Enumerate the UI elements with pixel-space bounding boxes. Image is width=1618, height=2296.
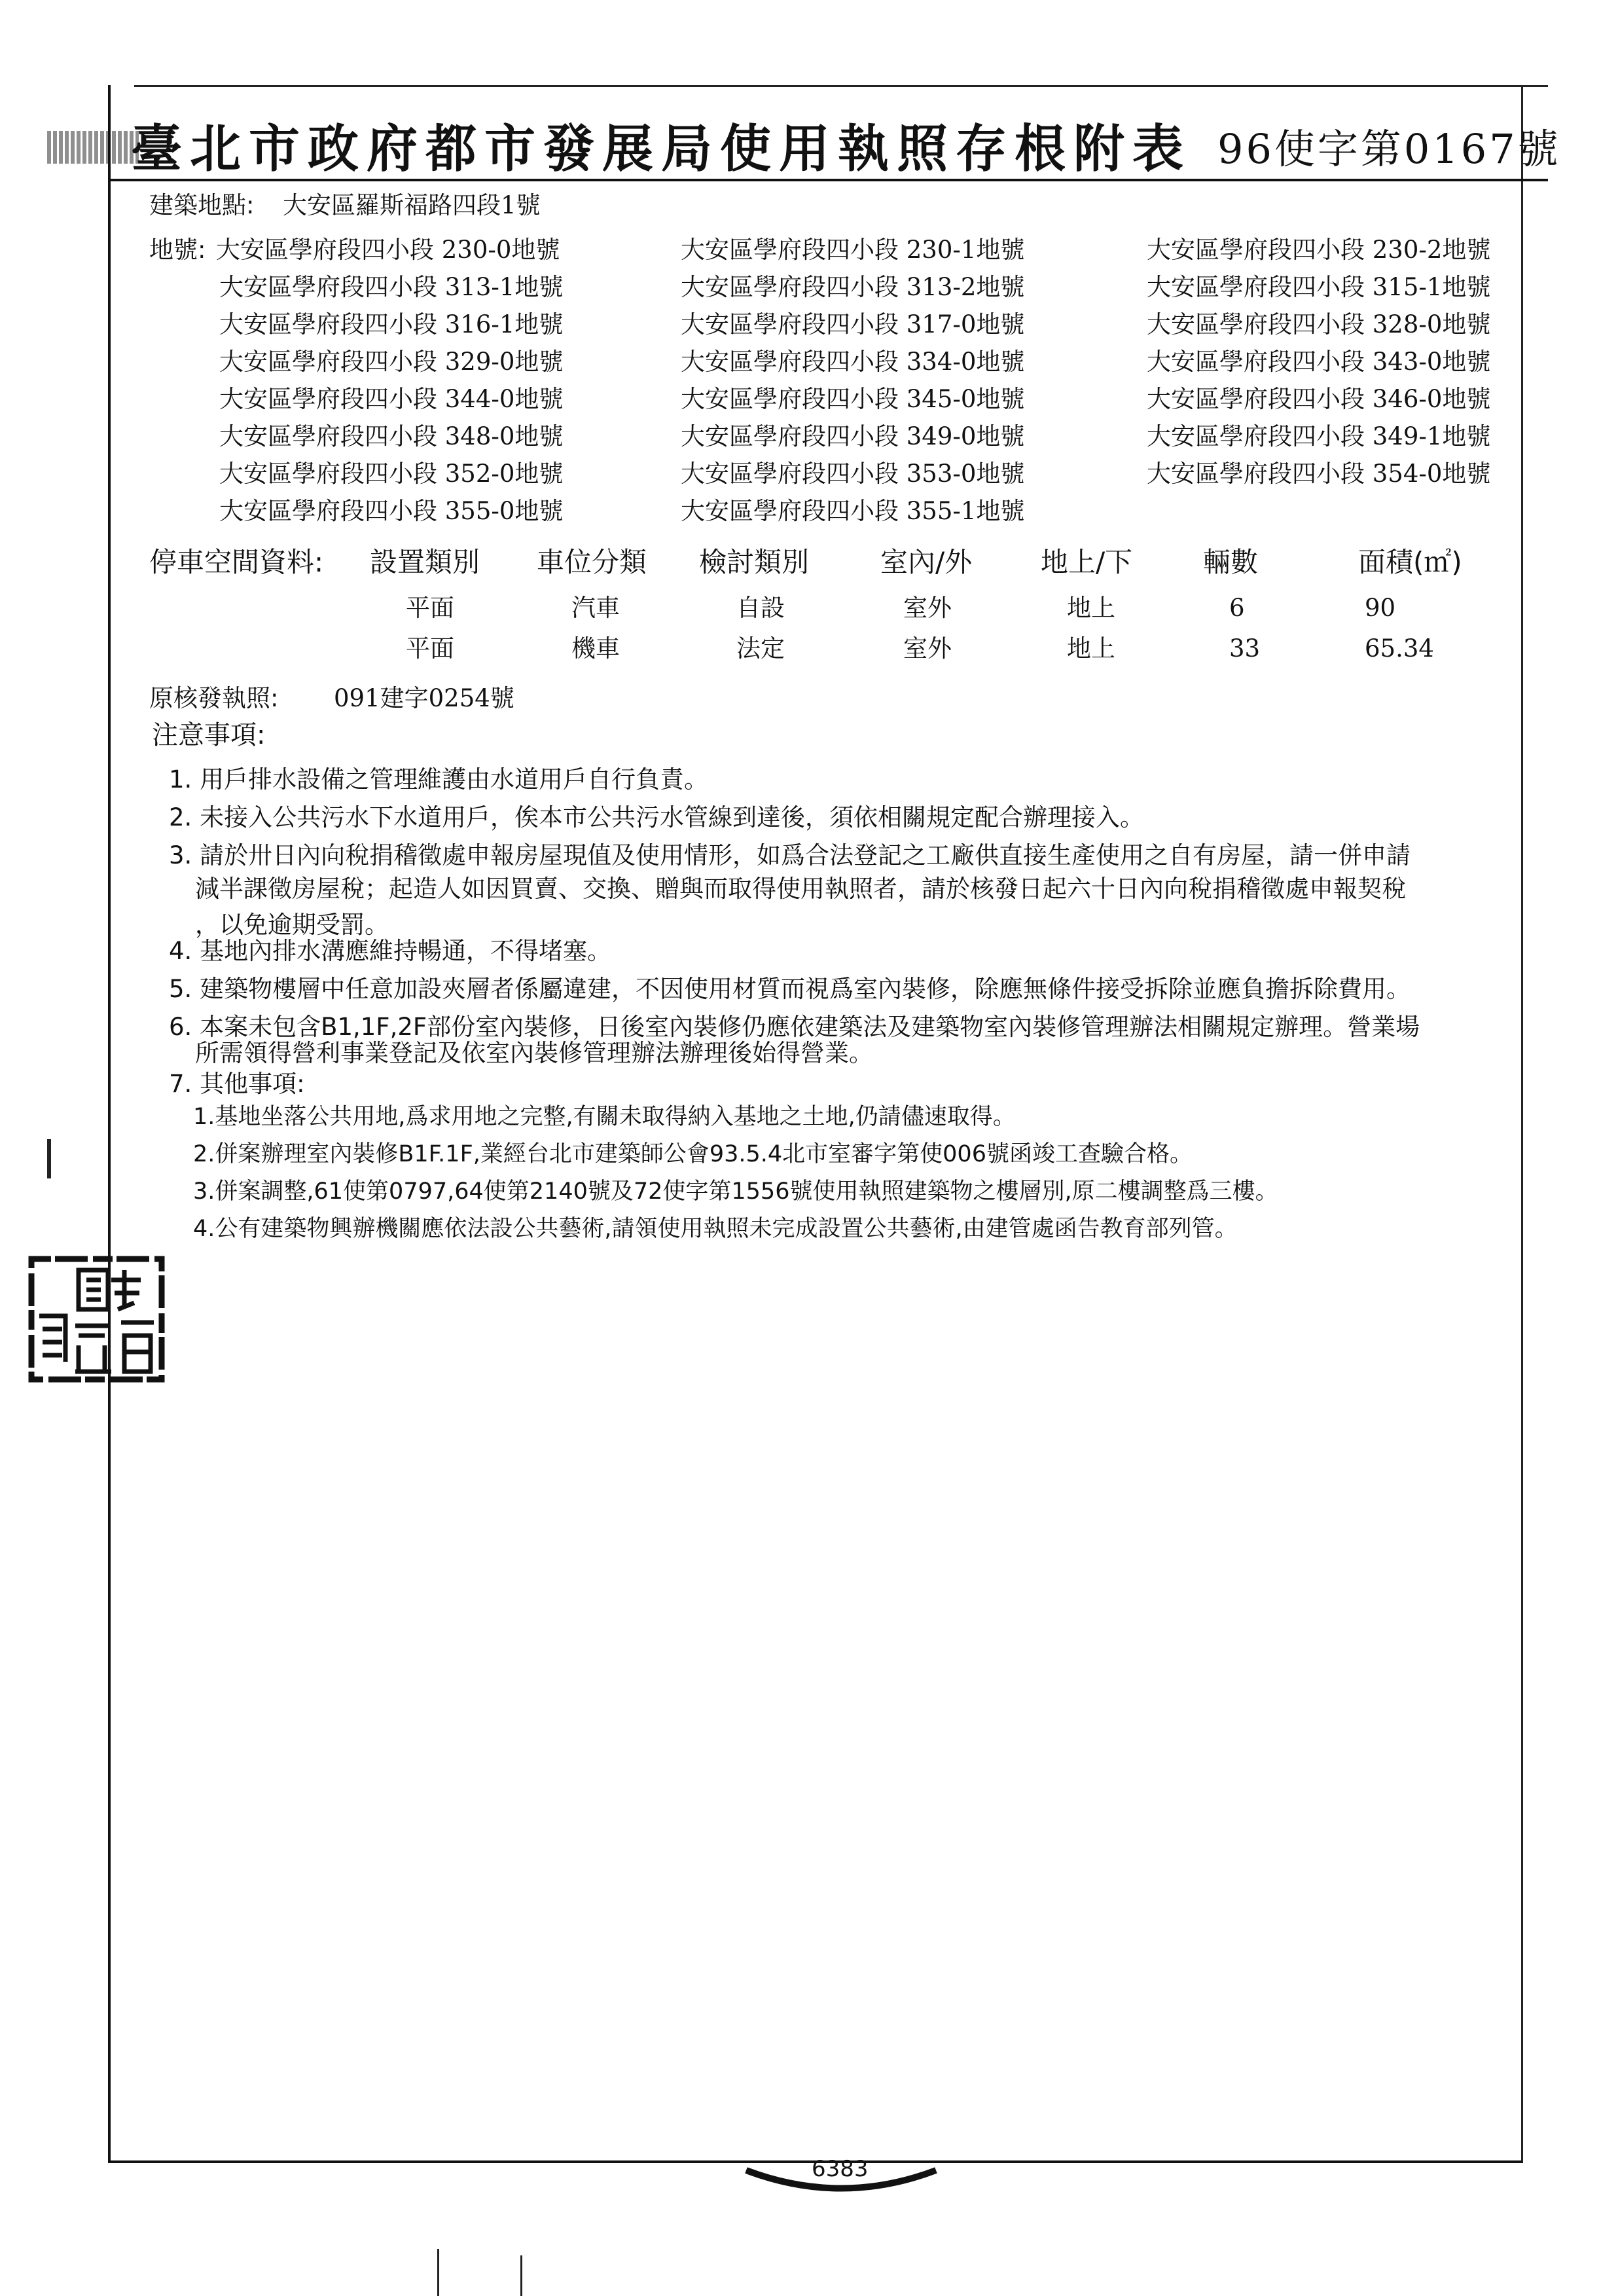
parking-column-header: 輛數 bbox=[1203, 546, 1259, 578]
scan-mark bbox=[47, 1139, 51, 1178]
lot-number: 大安區學府段四小段 329-0地號 bbox=[219, 348, 564, 376]
lot-number: 大安區學府段四小段 355-0地號 bbox=[219, 497, 564, 525]
lot-number: 大安區學府段四小段 352-0地號 bbox=[219, 460, 564, 488]
original-permit-label: 原核發執照: bbox=[149, 684, 279, 712]
parking-column-header: 設置類別 bbox=[370, 546, 480, 578]
parking-column-header: 車位分類 bbox=[537, 546, 647, 578]
parking-label: 停車空間資料: bbox=[149, 546, 324, 578]
official-seal bbox=[26, 1254, 167, 1385]
parking-cell: 自設 bbox=[736, 594, 785, 622]
parking-cell: 機車 bbox=[571, 634, 620, 663]
lot-number: 大安區學府段四小段 345-0地號 bbox=[681, 385, 1025, 413]
note-line: 5. 建築物樓層中任意加設夾層者係屬違建，不因使用材質而視爲室內裝修，除應無條件接受拆除並應負擔拆除費用。 bbox=[169, 975, 1411, 1003]
parking-column-header: 檢討類別 bbox=[699, 546, 810, 578]
note-line: 2. 未接入公共污水下水道用戶，俟本市公共污水管線到達後，須依相關規定配合辦理接入。 bbox=[169, 803, 1145, 831]
note-line: 4. 基地內排水溝應維持暢通，不得堵塞。 bbox=[169, 937, 612, 965]
parking-cell: 法定 bbox=[736, 634, 785, 663]
lot-number: 大安區學府段四小段 313-2地號 bbox=[681, 273, 1025, 301]
parking-cell: 6 bbox=[1229, 594, 1245, 622]
notes-label: 注意事項: bbox=[152, 720, 266, 750]
other-item: 3.併案調整,61使第0797,64使第2140號及72使字第1556號使用執照建築物之樓層別,原二樓調整爲三樓。 bbox=[193, 1178, 1278, 1205]
scan-mark bbox=[520, 2255, 522, 2296]
parking-cell: 65.34 bbox=[1365, 634, 1434, 663]
parking-cell: 室外 bbox=[903, 634, 952, 663]
parking-cell: 33 bbox=[1229, 634, 1261, 663]
lot-number: 大安區學府段四小段 328-0地號 bbox=[1147, 310, 1491, 338]
parking-column-header: 室內/外 bbox=[880, 546, 973, 578]
note-line: 6. 本案未包含B1,1F,2F部份室內裝修，日後室內裝修仍應依建築法及建築物室內裝修管理辦法相關規定辦理。營業場 bbox=[169, 1013, 1420, 1041]
lot-number: 大安區學府段四小段 349-1地號 bbox=[1147, 422, 1491, 450]
lot-number: 大安區學府段四小段 349-0地號 bbox=[681, 422, 1025, 450]
other-item: 2.併案辦理室內裝修B1F.1F,業經台北市建築師公會93.5.4北市室審字第使006號函竣工查驗合格。 bbox=[193, 1141, 1193, 1167]
note-line: 減半課徵房屋稅；起造人如因買賣、交換、贈與而取得使用執照者，請於核發日起六十日內向稅捐稽徵處申報契稅 bbox=[195, 875, 1406, 903]
lot-number: 大安區學府段四小段 355-1地號 bbox=[681, 497, 1025, 525]
bottom-stamp bbox=[740, 2154, 943, 2206]
parking-cell: 室外 bbox=[903, 594, 952, 622]
other-item: 4.公有建築物興辦機關應依法設公共藝術,請領使用執照未完成設置公共藝術,由建管處函告教育部列管。 bbox=[193, 1216, 1238, 1242]
lot-number: 大安區學府段四小段 317-0地號 bbox=[681, 310, 1025, 338]
other-item: 1.基地坐落公共用地,爲求用地之完整,有關未取得納入基地之土地,仍請儘速取得。 bbox=[193, 1104, 1016, 1130]
site-address: 大安區羅斯福路四段1號 bbox=[283, 191, 541, 219]
parking-column-header: 地上/下 bbox=[1041, 546, 1133, 578]
parking-column-header: 面積(㎡) bbox=[1358, 546, 1462, 578]
parking-cell: 平面 bbox=[406, 594, 454, 622]
lot-number: 大安區學府段四小段 230-0地號 bbox=[216, 236, 560, 264]
scan-mark bbox=[437, 2249, 439, 2296]
lot-number: 大安區學府段四小段 230-1地號 bbox=[681, 236, 1025, 264]
parking-cell: 汽車 bbox=[571, 594, 620, 622]
lot-number: 大安區學府段四小段 346-0地號 bbox=[1147, 385, 1491, 413]
lot-number: 大安區學府段四小段 313-1地號 bbox=[219, 273, 564, 301]
note-line: 7. 其他事項: bbox=[169, 1070, 305, 1098]
original-permit-value: 091建字0254號 bbox=[334, 684, 514, 712]
lot-number: 大安區學府段四小段 354-0地號 bbox=[1147, 460, 1491, 488]
parking-cell: 地上 bbox=[1067, 594, 1115, 622]
lot-number: 大安區學府段四小段 344-0地號 bbox=[219, 385, 564, 413]
document-title: 臺北市政府都市發展局使用執照存根附表 bbox=[131, 119, 1192, 179]
lot-number: 大安區學府段四小段 343-0地號 bbox=[1147, 348, 1491, 376]
note-line: 1. 用戶排水設備之管理維護由水道用戶自行負責。 bbox=[169, 765, 709, 793]
note-line: 3. 請於卅日內向稅捐稽徵處申報房屋現值及使用情形，如爲合法登記之工廠供直接生產使用之自有房屋，請一併申請 bbox=[169, 841, 1411, 869]
site-label: 建築地點: bbox=[149, 191, 255, 219]
parking-cell: 平面 bbox=[406, 634, 454, 663]
lot-number: 大安區學府段四小段 348-0地號 bbox=[219, 422, 564, 450]
lot-number: 大安區學府段四小段 230-2地號 bbox=[1147, 236, 1491, 264]
lot-number: 大安區學府段四小段 315-1地號 bbox=[1147, 273, 1491, 301]
lot-number: 大安區學府段四小段 334-0地號 bbox=[681, 348, 1025, 376]
parking-cell: 地上 bbox=[1067, 634, 1115, 663]
permit-number: 96使字第0167號 bbox=[1217, 125, 1561, 173]
note-line: 所需領得營利事業登記及依室內裝修管理辦法辦理後始得營業。 bbox=[195, 1039, 873, 1067]
note-line: ，以免逾期受罰。 bbox=[195, 911, 389, 939]
parking-cell: 90 bbox=[1365, 594, 1396, 622]
stamp-number: 6383 bbox=[812, 2156, 869, 2182]
lots-label: 地號: bbox=[149, 236, 206, 264]
lot-number: 大安區學府段四小段 353-0地號 bbox=[681, 460, 1025, 488]
lot-number: 大安區學府段四小段 316-1地號 bbox=[219, 310, 564, 338]
